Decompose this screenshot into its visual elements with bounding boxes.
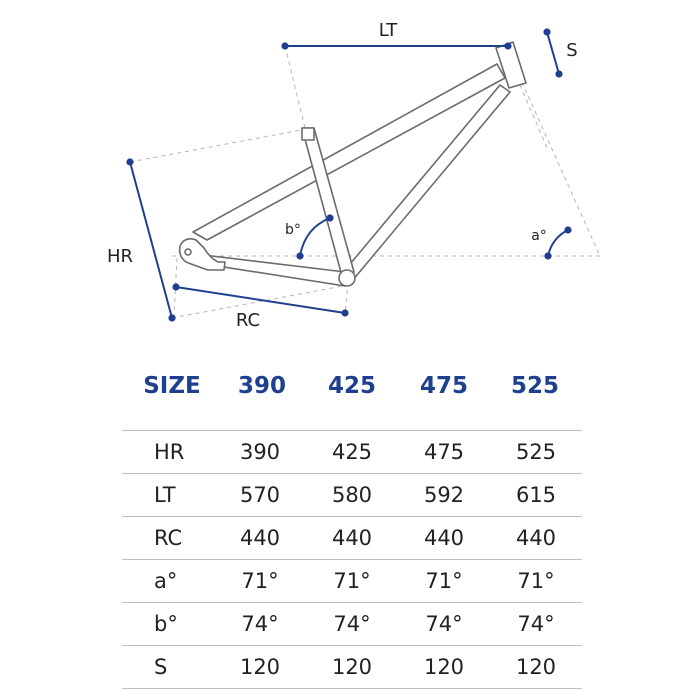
size-header-label: SIZE (143, 373, 201, 399)
guide-lines (130, 46, 600, 318)
table-cell: 440 (306, 517, 398, 560)
table-cell: 390 (214, 431, 306, 474)
table-cell: 71° (398, 560, 490, 603)
lt-endpoint-right (505, 43, 510, 48)
table-cell: 74° (398, 603, 490, 646)
rc-endpoint-right (342, 310, 347, 315)
seat-tube-top (302, 128, 314, 140)
guide-head-angle (512, 60, 600, 256)
s-dimension-line (547, 32, 559, 74)
hr-label: HR (106, 246, 134, 267)
lt-endpoint-left (282, 43, 287, 48)
row-label-hr: HR (122, 431, 214, 474)
table-cell: 120 (214, 646, 306, 689)
size-header-425: 425 (327, 373, 376, 399)
table-row-s (122, 646, 582, 689)
table-row-lt (122, 474, 582, 517)
row-label-b-angle: b° (122, 603, 214, 646)
bottom-bracket (339, 270, 355, 286)
rc-dimension-line (176, 287, 345, 313)
hr-endpoint-bottom (169, 315, 174, 320)
table-cell: 120 (490, 646, 582, 689)
table-cell: 71° (306, 560, 398, 603)
size-header-475: 475 (419, 373, 468, 399)
row-label-rc: RC (122, 517, 214, 560)
table-cell: 615 (490, 474, 582, 517)
a-angle-arc (548, 230, 568, 256)
table-cell: 475 (398, 431, 490, 474)
table-cell: 71° (214, 560, 306, 603)
guide-vertical-lt (285, 46, 305, 128)
table-cell: 74° (306, 603, 398, 646)
table-cell: 120 (398, 646, 490, 689)
b-angle-endpoint-bottom (297, 253, 302, 258)
rc-endpoint-left (173, 284, 178, 289)
a-angle-endpoint-bottom (545, 253, 550, 258)
row-label-s: S (122, 646, 214, 689)
s-endpoint-bottom (556, 71, 561, 76)
guide-head-tube-s (520, 85, 548, 150)
table-cell: 570 (214, 474, 306, 517)
table-cell: 425 (306, 431, 398, 474)
hr-endpoint-top (127, 159, 132, 164)
size-header-row (122, 368, 582, 404)
frame-geometry-diagram (0, 0, 700, 340)
table-row-rc (122, 517, 582, 560)
s-label: S (566, 40, 578, 61)
a-angle-label: a° (531, 228, 547, 244)
hr-dimension-line (130, 162, 172, 318)
guide-top-tube-extension (130, 128, 312, 162)
table-cell: 74° (490, 603, 582, 646)
table-cell: 74° (214, 603, 306, 646)
table-cell: 580 (306, 474, 398, 517)
b-angle-label: b° (285, 222, 301, 238)
geometry-table (122, 430, 582, 689)
table-cell: 525 (490, 431, 582, 474)
b-angle-endpoint-top (327, 215, 332, 220)
lt-label: LT (378, 20, 398, 41)
table-cell: 440 (490, 517, 582, 560)
guide-rc-right (345, 282, 348, 314)
bike-frame (180, 42, 526, 286)
row-label-lt: LT (122, 474, 214, 517)
size-header-525: 525 (510, 373, 559, 399)
row-label-a-angle: a° (122, 560, 214, 603)
table-cell: 440 (214, 517, 306, 560)
a-angle-endpoint-top (565, 227, 570, 232)
table-cell: 71° (490, 560, 582, 603)
b-angle-arc (300, 218, 330, 256)
table-row-b-angle (122, 603, 582, 646)
rc-label: RC (235, 310, 261, 331)
table-cell: 592 (398, 474, 490, 517)
table-cell: 120 (306, 646, 398, 689)
size-header-390: 390 (237, 373, 286, 399)
table-cell: 440 (398, 517, 490, 560)
table-row-hr (122, 431, 582, 474)
table-row-a-angle (122, 560, 582, 603)
s-endpoint-top (544, 29, 549, 34)
